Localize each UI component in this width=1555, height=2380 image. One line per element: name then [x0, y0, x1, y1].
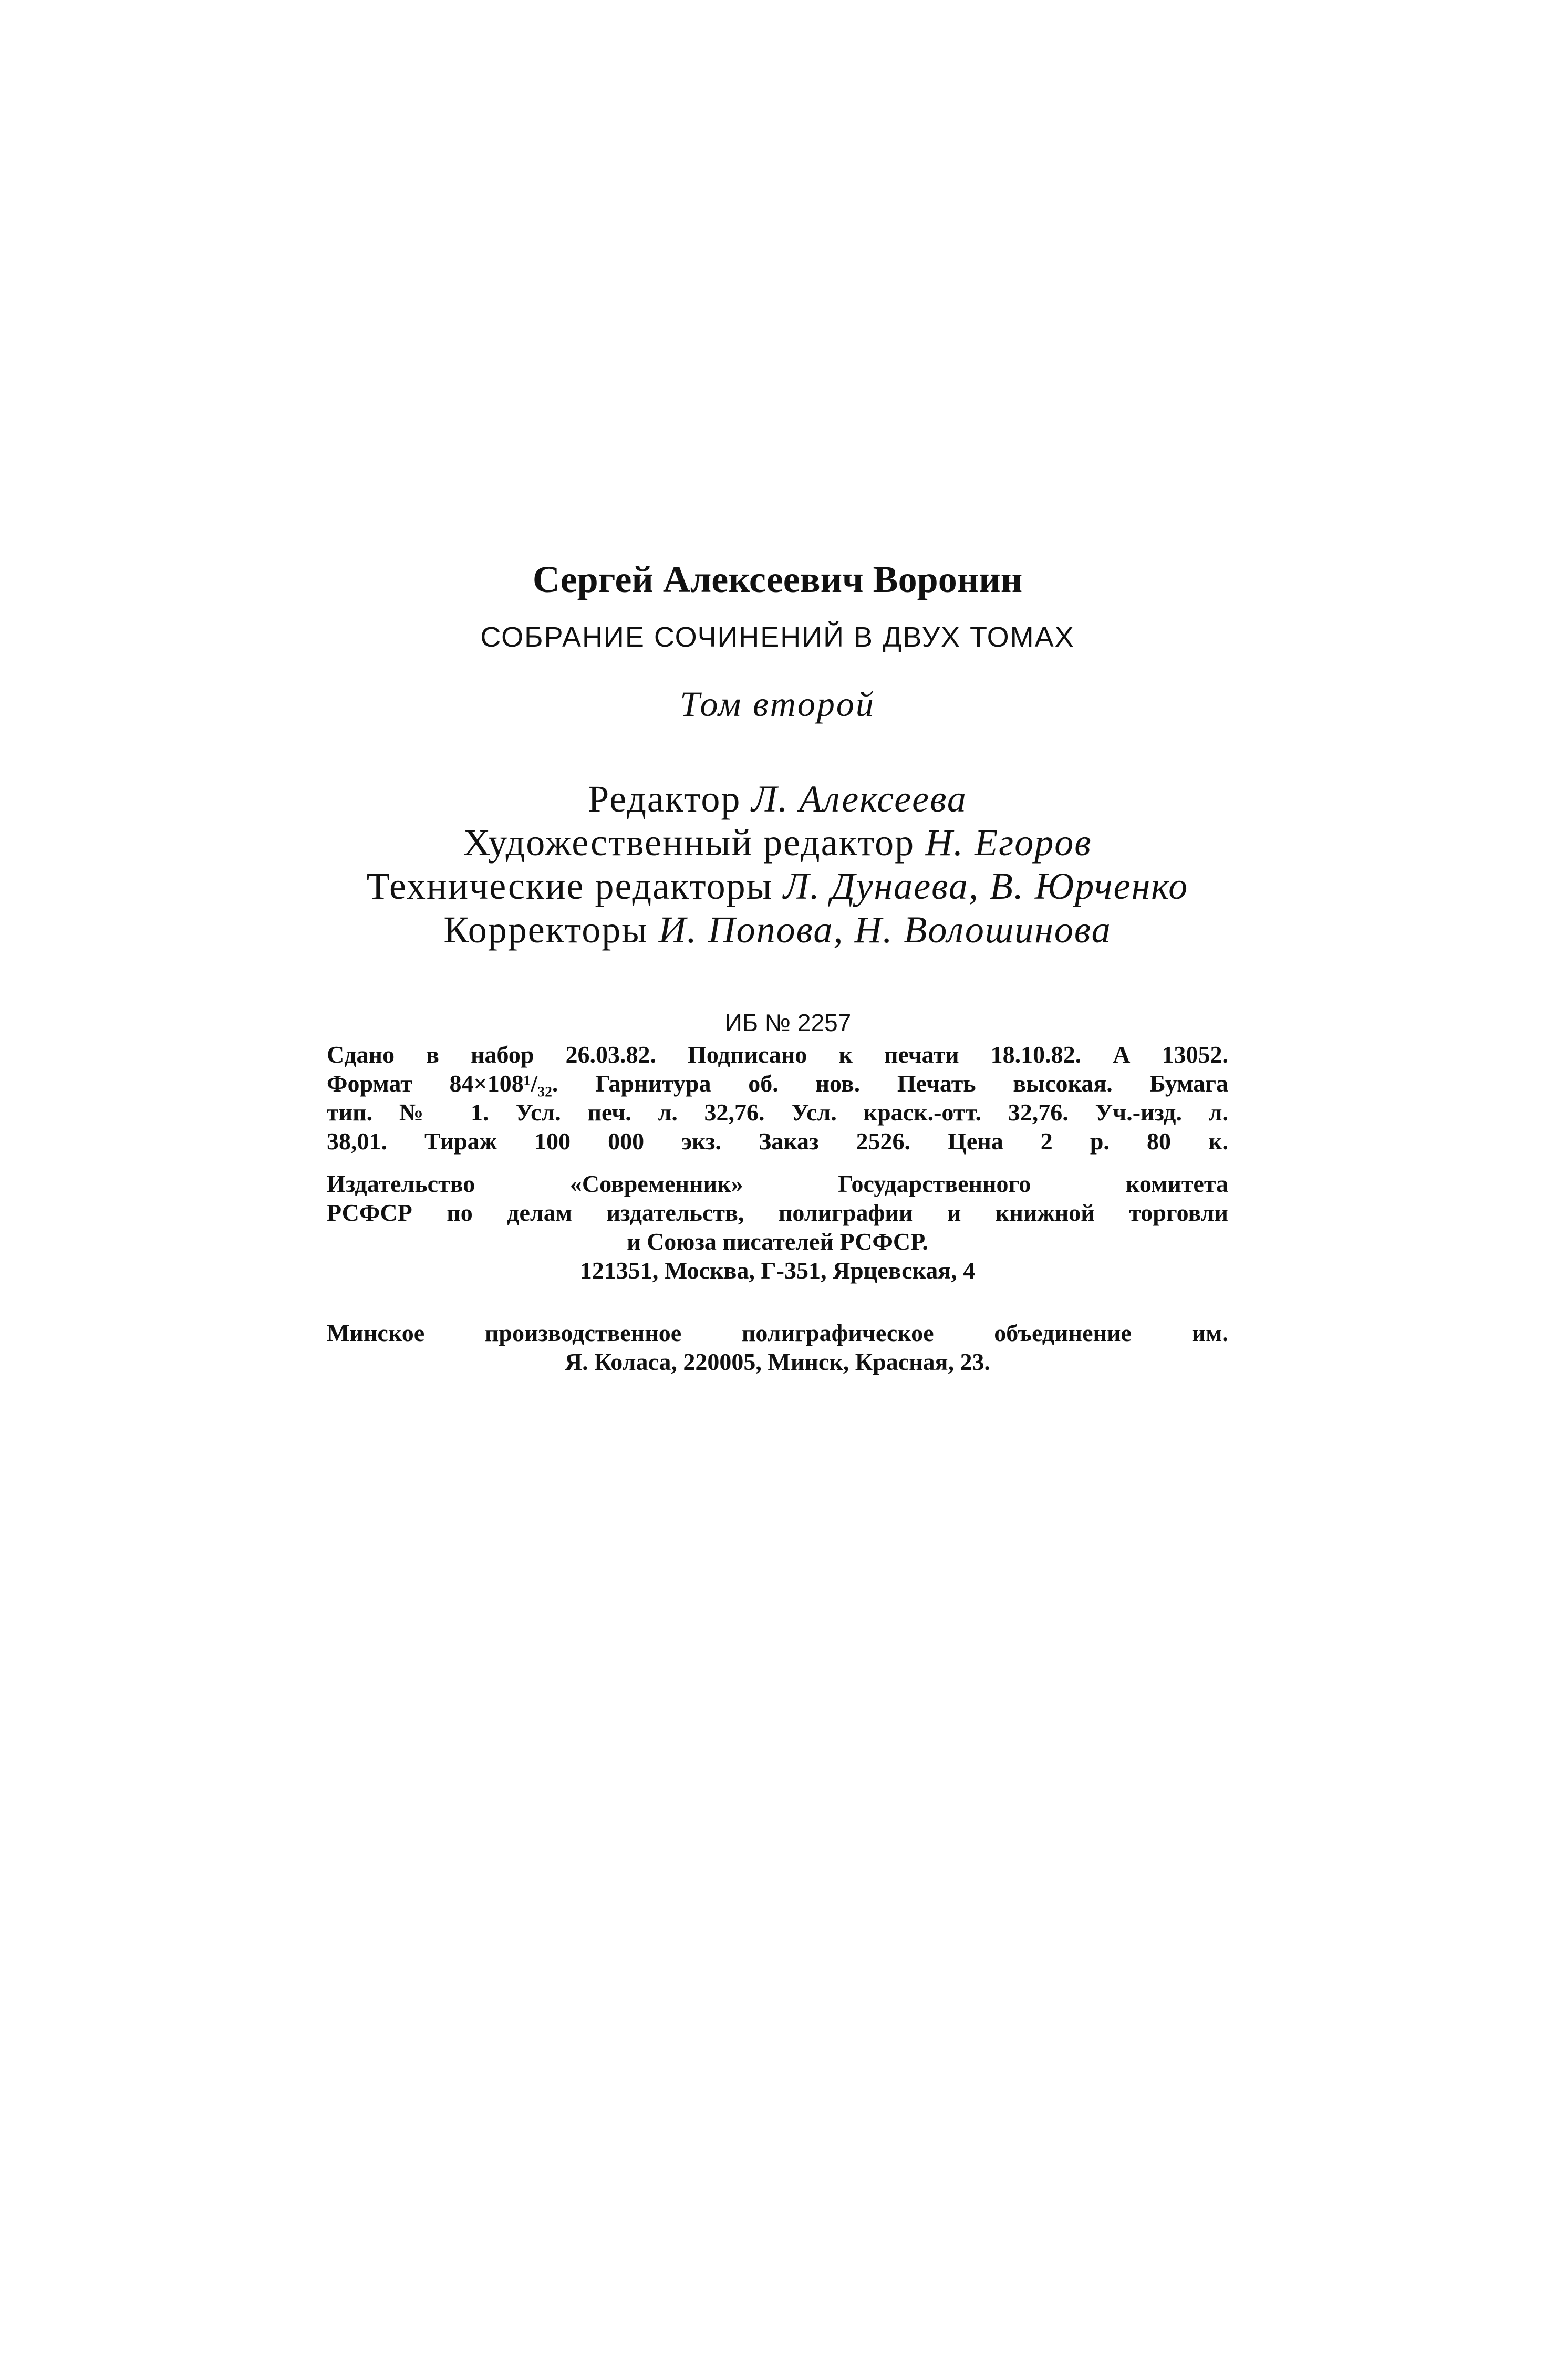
credit-person: И. Попова, Н. Волошинова — [658, 909, 1112, 951]
credit-person: Л. Дунаева, В. Юрченко — [783, 865, 1189, 907]
publisher-address: 121351, Москва, Г-351, Ярцевская, 4 — [579, 1257, 976, 1284]
printer-info — [327, 1318, 1228, 1376]
publisher-line: и Союза писателей РСФСР. — [627, 1228, 928, 1255]
volume-title: Том второй — [680, 684, 875, 724]
credit-role: Технические редакторы — [366, 865, 773, 907]
credit-art-editor — [0, 821, 1555, 865]
printer-line: Минское производственное полиграфическое объединение им. — [327, 1319, 1228, 1346]
credits-block — [0, 777, 1555, 952]
collection-title: СОБРАНИЕ СОЧИНЕНИЙ В ДВУХ ТОМАХ — [480, 621, 1075, 653]
printing-line: Формат 84×108¹/₃₂. Гарнитура об. нов. Печать высокая. Бумага — [327, 1070, 1228, 1097]
publisher-line: РСФСР по делам издательств, полиграфии и книжной торговли — [327, 1199, 1228, 1226]
author-name: Сергей Алексеевич Воронин — [532, 558, 1023, 600]
credit-editor — [0, 777, 1555, 821]
printer-address: Я. Коласа, 220005, Минск, Красная, 23. — [564, 1348, 991, 1375]
credit-proofreaders — [0, 908, 1555, 952]
printing-line: Сдано в набор 26.03.82. Подписано к печати 18.10.82. А 13052. — [327, 1041, 1228, 1068]
publisher-info — [327, 1169, 1228, 1285]
credit-role: Художественный редактор — [463, 822, 915, 864]
printing-line: 38,01. Тираж 100 000 экз. Заказ 2526. Цена 2 р. 80 к. — [327, 1128, 1228, 1155]
printing-details — [327, 1040, 1228, 1156]
credit-technical-editors — [0, 865, 1555, 908]
ib-number: ИБ № 2257 — [724, 1009, 852, 1036]
credit-person: Л. Алексеева — [751, 778, 967, 820]
credit-role: Корректоры — [443, 909, 648, 951]
publisher-line: Издательство «Современник» Государственного комитета — [327, 1170, 1228, 1197]
printing-line: тип. № 1. Усл. печ. л. 32,76. Усл. краск.-отт. 32,76. Уч.-изд. л. — [327, 1099, 1228, 1126]
credit-person: Н. Егоров — [925, 822, 1092, 864]
credit-role: Редактор — [588, 778, 741, 820]
